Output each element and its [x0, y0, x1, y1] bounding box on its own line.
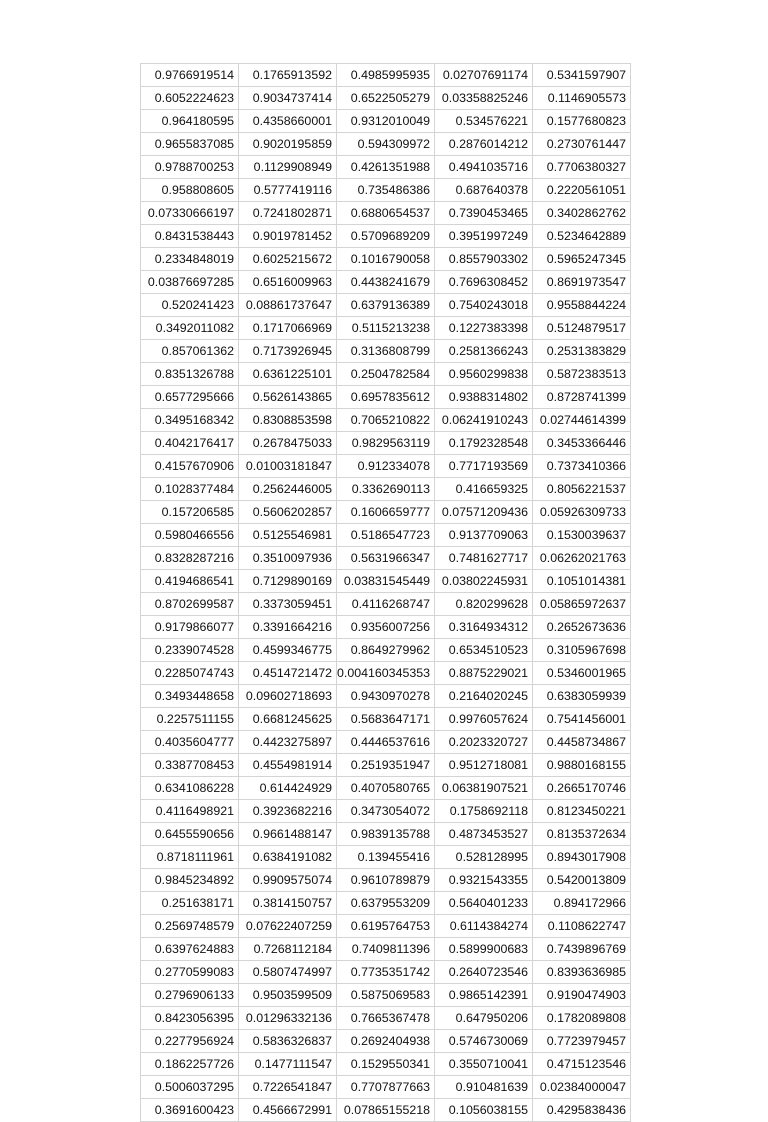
table-cell[interactable]: 0.7541456001 [533, 708, 631, 731]
table-row [141, 961, 631, 984]
table-cell[interactable]: 0.06381907521 [435, 777, 533, 800]
table-cell[interactable]: 0.4035604777 [141, 731, 239, 754]
table-row [141, 1007, 631, 1030]
table-row [141, 409, 631, 432]
table-cell[interactable]: 0.5965247345 [533, 248, 631, 271]
table-cell[interactable]: 0.3453366446 [533, 432, 631, 455]
table-cell[interactable]: 0.4116268747 [337, 593, 435, 616]
table-cell[interactable]: 0.02707691174 [435, 64, 533, 87]
table-cell[interactable]: 0.3492011082 [141, 317, 239, 340]
table-cell[interactable]: 0.7696308452 [435, 271, 533, 294]
table-cell[interactable]: 0.5709689209 [337, 225, 435, 248]
table-cell[interactable]: 0.5899900683 [435, 938, 533, 961]
table-row [141, 639, 631, 662]
table-cell[interactable]: 0.9788700253 [141, 156, 239, 179]
table-cell[interactable]: 0.4295838436 [533, 1099, 631, 1122]
table-row [141, 869, 631, 892]
table-cell[interactable]: 0.3814150757 [239, 892, 337, 915]
table-body [141, 64, 631, 1122]
table-cell[interactable]: 0.1477111547 [239, 1053, 337, 1076]
table-cell[interactable]: 0.4873453527 [435, 823, 533, 846]
table-cell[interactable]: 0.6379136389 [337, 294, 435, 317]
table-cell[interactable]: 0.3923682216 [239, 800, 337, 823]
table-cell[interactable]: 0.8393636985 [533, 961, 631, 984]
table-cell[interactable]: 0.9560299838 [435, 363, 533, 386]
table-cell[interactable]: 0.3402862762 [533, 202, 631, 225]
table-cell[interactable]: 0.5631966347 [337, 547, 435, 570]
table-cell[interactable]: 0.7173926945 [239, 340, 337, 363]
table-cell[interactable]: 0.910481639 [435, 1076, 533, 1099]
table-cell[interactable]: 0.7481627717 [435, 547, 533, 570]
table-cell[interactable]: 0.9312010049 [337, 110, 435, 133]
table-cell[interactable]: 0.7373410366 [533, 455, 631, 478]
table-cell[interactable]: 0.6052224623 [141, 87, 239, 110]
table-cell[interactable]: 0.3391664216 [239, 616, 337, 639]
table-row [141, 938, 631, 961]
table-cell[interactable]: 0.6522505279 [337, 87, 435, 110]
table-row [141, 593, 631, 616]
table-cell[interactable]: 0.251638171 [141, 892, 239, 915]
table-cell[interactable]: 0.7268112184 [239, 938, 337, 961]
table-cell[interactable]: 0.3495168342 [141, 409, 239, 432]
table-row [141, 87, 631, 110]
table-cell[interactable]: 0.6361225101 [239, 363, 337, 386]
table-cell[interactable]: 0.07571209436 [435, 501, 533, 524]
table-cell[interactable]: 0.03358825246 [435, 87, 533, 110]
table-cell[interactable]: 0.06262021763 [533, 547, 631, 570]
table-row [141, 662, 631, 685]
table-row [141, 179, 631, 202]
table-cell[interactable]: 0.2339074528 [141, 639, 239, 662]
table-cell[interactable]: 0.9610789879 [337, 869, 435, 892]
table-cell[interactable]: 0.2652673636 [533, 616, 631, 639]
table-cell[interactable]: 0.6397624883 [141, 938, 239, 961]
table-cell[interactable]: 0.8943017908 [533, 846, 631, 869]
table-cell[interactable]: 0.4358660001 [239, 110, 337, 133]
table-row [141, 156, 631, 179]
table-cell[interactable]: 0.157206585 [141, 501, 239, 524]
table-cell[interactable]: 0.4985995935 [337, 64, 435, 87]
table-cell[interactable]: 0.07865155218 [337, 1099, 435, 1122]
table-cell[interactable]: 0.4070580765 [337, 777, 435, 800]
table-cell[interactable]: 0.5626143865 [239, 386, 337, 409]
table-cell[interactable]: 0.964180595 [141, 110, 239, 133]
table-cell[interactable]: 0.5341597907 [533, 64, 631, 87]
table-cell[interactable]: 0.9558844224 [533, 294, 631, 317]
table-row [141, 225, 631, 248]
table-cell[interactable]: 0.6455590656 [141, 823, 239, 846]
table-row [141, 846, 631, 869]
table-cell[interactable]: 0.9976057624 [435, 708, 533, 731]
table-row [141, 731, 631, 754]
table-cell[interactable]: 0.2023320727 [435, 731, 533, 754]
table-cell[interactable]: 0.820299628 [435, 593, 533, 616]
table-cell[interactable]: 0.7723979457 [533, 1030, 631, 1053]
table-cell[interactable]: 0.3493448658 [141, 685, 239, 708]
table-cell[interactable]: 0.2876014212 [435, 133, 533, 156]
table-cell[interactable]: 0.7717193569 [435, 455, 533, 478]
table-row [141, 616, 631, 639]
table-cell[interactable]: 0.2640723546 [435, 961, 533, 984]
table-cell[interactable]: 0.1792328548 [435, 432, 533, 455]
table-row [141, 800, 631, 823]
table-row [141, 984, 631, 1007]
table-cell[interactable]: 0.2770599083 [141, 961, 239, 984]
table-row [141, 777, 631, 800]
table-cell[interactable]: 0.614424929 [239, 777, 337, 800]
table-cell[interactable]: 0.03802245931 [435, 570, 533, 593]
table-cell[interactable]: 0.857061362 [141, 340, 239, 363]
table-cell[interactable]: 0.9190474903 [533, 984, 631, 1007]
table-cell[interactable]: 0.7241802871 [239, 202, 337, 225]
table-row [141, 133, 631, 156]
table-cell[interactable]: 0.5980466556 [141, 524, 239, 547]
table-cell[interactable]: 0.2504782584 [337, 363, 435, 386]
table-cell[interactable]: 0.735486386 [337, 179, 435, 202]
table-cell[interactable]: 0.9179866077 [141, 616, 239, 639]
table-cell[interactable]: 0.2164020245 [435, 685, 533, 708]
table-row [141, 248, 631, 271]
table-cell[interactable]: 0.1782089808 [533, 1007, 631, 1030]
table-cell[interactable]: 0.7540243018 [435, 294, 533, 317]
table-cell[interactable]: 0.03831545449 [337, 570, 435, 593]
table-row [141, 892, 631, 915]
table-cell[interactable]: 0.594309972 [337, 133, 435, 156]
spreadsheet-page [140, 63, 631, 1122]
table-cell[interactable]: 0.4458734867 [533, 731, 631, 754]
table-row [141, 64, 631, 87]
table-cell[interactable]: 0.416659325 [435, 478, 533, 501]
table-cell[interactable]: 0.1129908949 [239, 156, 337, 179]
table-row [141, 1076, 631, 1099]
table-cell[interactable]: 0.07330666197 [141, 202, 239, 225]
table-cell[interactable]: 0.4194686541 [141, 570, 239, 593]
table-cell[interactable]: 0.6195764753 [337, 915, 435, 938]
table-cell[interactable]: 0.1765913592 [239, 64, 337, 87]
table-cell[interactable]: 0.1530039637 [533, 524, 631, 547]
table-row [141, 823, 631, 846]
table-cell[interactable]: 0.8351326788 [141, 363, 239, 386]
table-cell[interactable]: 0.6114384274 [435, 915, 533, 938]
table-cell[interactable]: 0.06241910243 [435, 409, 533, 432]
table-row [141, 317, 631, 340]
table-cell[interactable]: 0.2285074743 [141, 662, 239, 685]
table-cell[interactable]: 0.8728741399 [533, 386, 631, 409]
table-row [141, 547, 631, 570]
table-cell[interactable]: 0.9512718081 [435, 754, 533, 777]
table-cell[interactable]: 0.1717066969 [239, 317, 337, 340]
table-cell[interactable]: 0.9356007256 [337, 616, 435, 639]
table-cell[interactable]: 0.4566672991 [239, 1099, 337, 1122]
table-cell[interactable]: 0.4599346775 [239, 639, 337, 662]
table-cell[interactable]: 0.647950206 [435, 1007, 533, 1030]
table-row [141, 432, 631, 455]
table-cell[interactable]: 0.6383059939 [533, 685, 631, 708]
table-cell[interactable]: 0.7707877663 [337, 1076, 435, 1099]
table-row [141, 570, 631, 593]
table-cell[interactable]: 0.9020195859 [239, 133, 337, 156]
table-cell[interactable]: 0.7390453465 [435, 202, 533, 225]
table-cell[interactable]: 0.958808605 [141, 179, 239, 202]
table-cell[interactable]: 0.4042176417 [141, 432, 239, 455]
table-cell[interactable]: 0.05865972637 [533, 593, 631, 616]
table-cell[interactable]: 0.6681245625 [239, 708, 337, 731]
table-row [141, 754, 631, 777]
table-cell[interactable]: 0.9321543355 [435, 869, 533, 892]
table-cell[interactable]: 0.9430970278 [337, 685, 435, 708]
table-cell[interactable]: 0.9766919514 [141, 64, 239, 87]
table-cell[interactable]: 0.5640401233 [435, 892, 533, 915]
table-cell[interactable]: 0.1606659777 [337, 501, 435, 524]
table-cell[interactable]: 0.2519351947 [337, 754, 435, 777]
table-cell[interactable]: 0.4941035716 [435, 156, 533, 179]
table-cell[interactable]: 0.3387708453 [141, 754, 239, 777]
table-cell[interactable]: 0.2569748579 [141, 915, 239, 938]
table-cell[interactable]: 0.9388314802 [435, 386, 533, 409]
table-cell[interactable]: 0.9865142391 [435, 984, 533, 1007]
table-cell[interactable]: 0.4423275897 [239, 731, 337, 754]
table-cell[interactable]: 0.5124879517 [533, 317, 631, 340]
table-cell[interactable]: 0.1028377484 [141, 478, 239, 501]
table-cell[interactable]: 0.3164934312 [435, 616, 533, 639]
table-cell[interactable]: 0.4715123546 [533, 1053, 631, 1076]
table-cell[interactable]: 0.687640378 [435, 179, 533, 202]
table-cell[interactable]: 0.7065210822 [337, 409, 435, 432]
table-cell[interactable]: 0.1529550341 [337, 1053, 435, 1076]
table-cell[interactable]: 0.5125546981 [239, 524, 337, 547]
table-cell[interactable]: 0.8123450221 [533, 800, 631, 823]
table-cell[interactable]: 0.2796906133 [141, 984, 239, 1007]
table-cell[interactable]: 0.8423056395 [141, 1007, 239, 1030]
table-cell[interactable]: 0.3105967698 [533, 639, 631, 662]
table-row [141, 478, 631, 501]
table-cell[interactable]: 0.5186547723 [337, 524, 435, 547]
table-cell[interactable]: 0.5872383513 [533, 363, 631, 386]
table-cell[interactable]: 0.2562446005 [239, 478, 337, 501]
table-cell[interactable]: 0.2730761447 [533, 133, 631, 156]
table-cell[interactable]: 0.520241423 [141, 294, 239, 317]
table-cell[interactable]: 0.4157670906 [141, 455, 239, 478]
table-cell[interactable]: 0.1056038155 [435, 1099, 533, 1122]
table-cell[interactable]: 0.8702699587 [141, 593, 239, 616]
table-row [141, 708, 631, 731]
table-cell[interactable]: 0.7226541847 [239, 1076, 337, 1099]
table-cell[interactable]: 0.7706380327 [533, 156, 631, 179]
table-cell[interactable]: 0.6534510523 [435, 639, 533, 662]
table-cell[interactable]: 0.912334078 [337, 455, 435, 478]
table-cell[interactable]: 0.9503599509 [239, 984, 337, 1007]
table-cell[interactable]: 0.2257511155 [141, 708, 239, 731]
table-cell[interactable]: 0.9034737414 [239, 87, 337, 110]
table-cell[interactable]: 0.9839135788 [337, 823, 435, 846]
table-cell[interactable]: 0.5006037295 [141, 1076, 239, 1099]
table-row [141, 1030, 631, 1053]
table-cell[interactable]: 0.894172966 [533, 892, 631, 915]
table-cell[interactable]: 0.01296332136 [239, 1007, 337, 1030]
table-cell[interactable]: 0.09602718693 [239, 685, 337, 708]
table-cell[interactable]: 0.05926309733 [533, 501, 631, 524]
table-cell[interactable]: 0.7735351742 [337, 961, 435, 984]
table-cell[interactable]: 0.3362690113 [337, 478, 435, 501]
table-cell[interactable]: 0.02744614399 [533, 409, 631, 432]
table-cell[interactable]: 0.1108622747 [533, 915, 631, 938]
table-cell[interactable]: 0.4554981914 [239, 754, 337, 777]
table-cell[interactable]: 0.6516009963 [239, 271, 337, 294]
table-cell[interactable]: 0.8135372634 [533, 823, 631, 846]
table-cell[interactable]: 0.9880168155 [533, 754, 631, 777]
table-cell[interactable]: 0.5746730069 [435, 1030, 533, 1053]
table-cell[interactable]: 0.9661488147 [239, 823, 337, 846]
table-row [141, 340, 631, 363]
table-cell[interactable]: 0.139455416 [337, 846, 435, 869]
table-cell[interactable]: 0.4446537616 [337, 731, 435, 754]
table-cell[interactable]: 0.8691973547 [533, 271, 631, 294]
table-cell[interactable]: 0.08861737647 [239, 294, 337, 317]
table-cell[interactable]: 0.1758692118 [435, 800, 533, 823]
table-cell[interactable]: 0.5777419116 [239, 179, 337, 202]
table-cell[interactable]: 0.2334848019 [141, 248, 239, 271]
table-cell[interactable]: 0.2678475033 [239, 432, 337, 455]
table-cell[interactable]: 0.6957835612 [337, 386, 435, 409]
table-cell[interactable]: 0.9137709063 [435, 524, 533, 547]
table-cell[interactable]: 0.3550710041 [435, 1053, 533, 1076]
table-cell[interactable]: 0.1577680823 [533, 110, 631, 133]
table-cell[interactable]: 0.5346001965 [533, 662, 631, 685]
table-cell[interactable]: 0.3510097936 [239, 547, 337, 570]
table-cell[interactable]: 0.5683647171 [337, 708, 435, 731]
table-cell[interactable]: 0.07622407259 [239, 915, 337, 938]
table-cell[interactable]: 0.2581366243 [435, 340, 533, 363]
table-cell[interactable]: 0.1862257726 [141, 1053, 239, 1076]
table-row [141, 455, 631, 478]
table-cell[interactable]: 0.9909575074 [239, 869, 337, 892]
table-row [141, 110, 631, 133]
table-cell[interactable]: 0.5606202857 [239, 501, 337, 524]
table-cell[interactable]: 0.004160345353 [337, 662, 435, 685]
table-cell[interactable]: 0.5807474997 [239, 961, 337, 984]
table-cell[interactable]: 0.8328287216 [141, 547, 239, 570]
table-cell[interactable]: 0.1227383398 [435, 317, 533, 340]
table-cell[interactable]: 0.9845234892 [141, 869, 239, 892]
table-cell[interactable]: 0.9829563119 [337, 432, 435, 455]
table-cell[interactable]: 0.01003181847 [239, 455, 337, 478]
table-cell[interactable]: 0.2277956924 [141, 1030, 239, 1053]
table-row [141, 501, 631, 524]
table-cell[interactable]: 0.6577295666 [141, 386, 239, 409]
table-row [141, 685, 631, 708]
table-cell[interactable]: 0.7665367478 [337, 1007, 435, 1030]
table-cell[interactable]: 0.5836326837 [239, 1030, 337, 1053]
table-cell[interactable]: 0.2692404938 [337, 1030, 435, 1053]
table-row [141, 915, 631, 938]
table-cell[interactable]: 0.6025215672 [239, 248, 337, 271]
table-cell[interactable]: 0.3691600423 [141, 1099, 239, 1122]
table-cell[interactable]: 0.6880654537 [337, 202, 435, 225]
table-row [141, 1099, 631, 1122]
table-cell[interactable]: 0.528128995 [435, 846, 533, 869]
table-cell[interactable]: 0.534576221 [435, 110, 533, 133]
table-cell[interactable]: 0.2531383829 [533, 340, 631, 363]
table-cell[interactable]: 0.4514721472 [239, 662, 337, 685]
table-cell[interactable]: 0.02384000047 [533, 1076, 631, 1099]
table-cell[interactable]: 0.8649279962 [337, 639, 435, 662]
table-cell[interactable]: 0.1146905573 [533, 87, 631, 110]
table-cell[interactable]: 0.03876697285 [141, 271, 239, 294]
table-cell[interactable]: 0.6341086228 [141, 777, 239, 800]
table-cell[interactable]: 0.5234642889 [533, 225, 631, 248]
table-cell[interactable]: 0.9655837085 [141, 133, 239, 156]
table-cell[interactable]: 0.8875229021 [435, 662, 533, 685]
table-row [141, 202, 631, 225]
table-cell[interactable]: 0.3373059451 [239, 593, 337, 616]
table-cell[interactable]: 0.5115213238 [337, 317, 435, 340]
table-cell[interactable]: 0.3951997249 [435, 225, 533, 248]
table-cell[interactable]: 0.8557903302 [435, 248, 533, 271]
table-cell[interactable]: 0.7439896769 [533, 938, 631, 961]
table-cell[interactable]: 0.7129890169 [239, 570, 337, 593]
table-cell[interactable]: 0.3473054072 [337, 800, 435, 823]
table-row [141, 524, 631, 547]
table-cell[interactable]: 0.8431538443 [141, 225, 239, 248]
table-cell[interactable]: 0.1051014381 [533, 570, 631, 593]
table-cell[interactable]: 0.6379553209 [337, 892, 435, 915]
table-cell[interactable]: 0.4438241679 [337, 271, 435, 294]
table-cell[interactable]: 0.7409811396 [337, 938, 435, 961]
table-cell[interactable]: 0.1016790058 [337, 248, 435, 271]
table-cell[interactable]: 0.4116498921 [141, 800, 239, 823]
table-cell[interactable]: 0.9019781452 [239, 225, 337, 248]
table-cell[interactable]: 0.2220561051 [533, 179, 631, 202]
table-cell[interactable]: 0.8718111961 [141, 846, 239, 869]
table-cell[interactable]: 0.3136808799 [337, 340, 435, 363]
table-cell[interactable]: 0.5875069583 [337, 984, 435, 1007]
table-cell[interactable]: 0.8308853598 [239, 409, 337, 432]
table-row [141, 363, 631, 386]
table-row [141, 271, 631, 294]
table-row [141, 386, 631, 409]
table-cell[interactable]: 0.2665170746 [533, 777, 631, 800]
data-table [140, 63, 631, 1122]
table-cell[interactable]: 0.8056221537 [533, 478, 631, 501]
table-cell[interactable]: 0.6384191082 [239, 846, 337, 869]
table-row [141, 294, 631, 317]
table-cell[interactable]: 0.5420013809 [533, 869, 631, 892]
table-cell[interactable]: 0.4261351988 [337, 156, 435, 179]
table-row [141, 1053, 631, 1076]
